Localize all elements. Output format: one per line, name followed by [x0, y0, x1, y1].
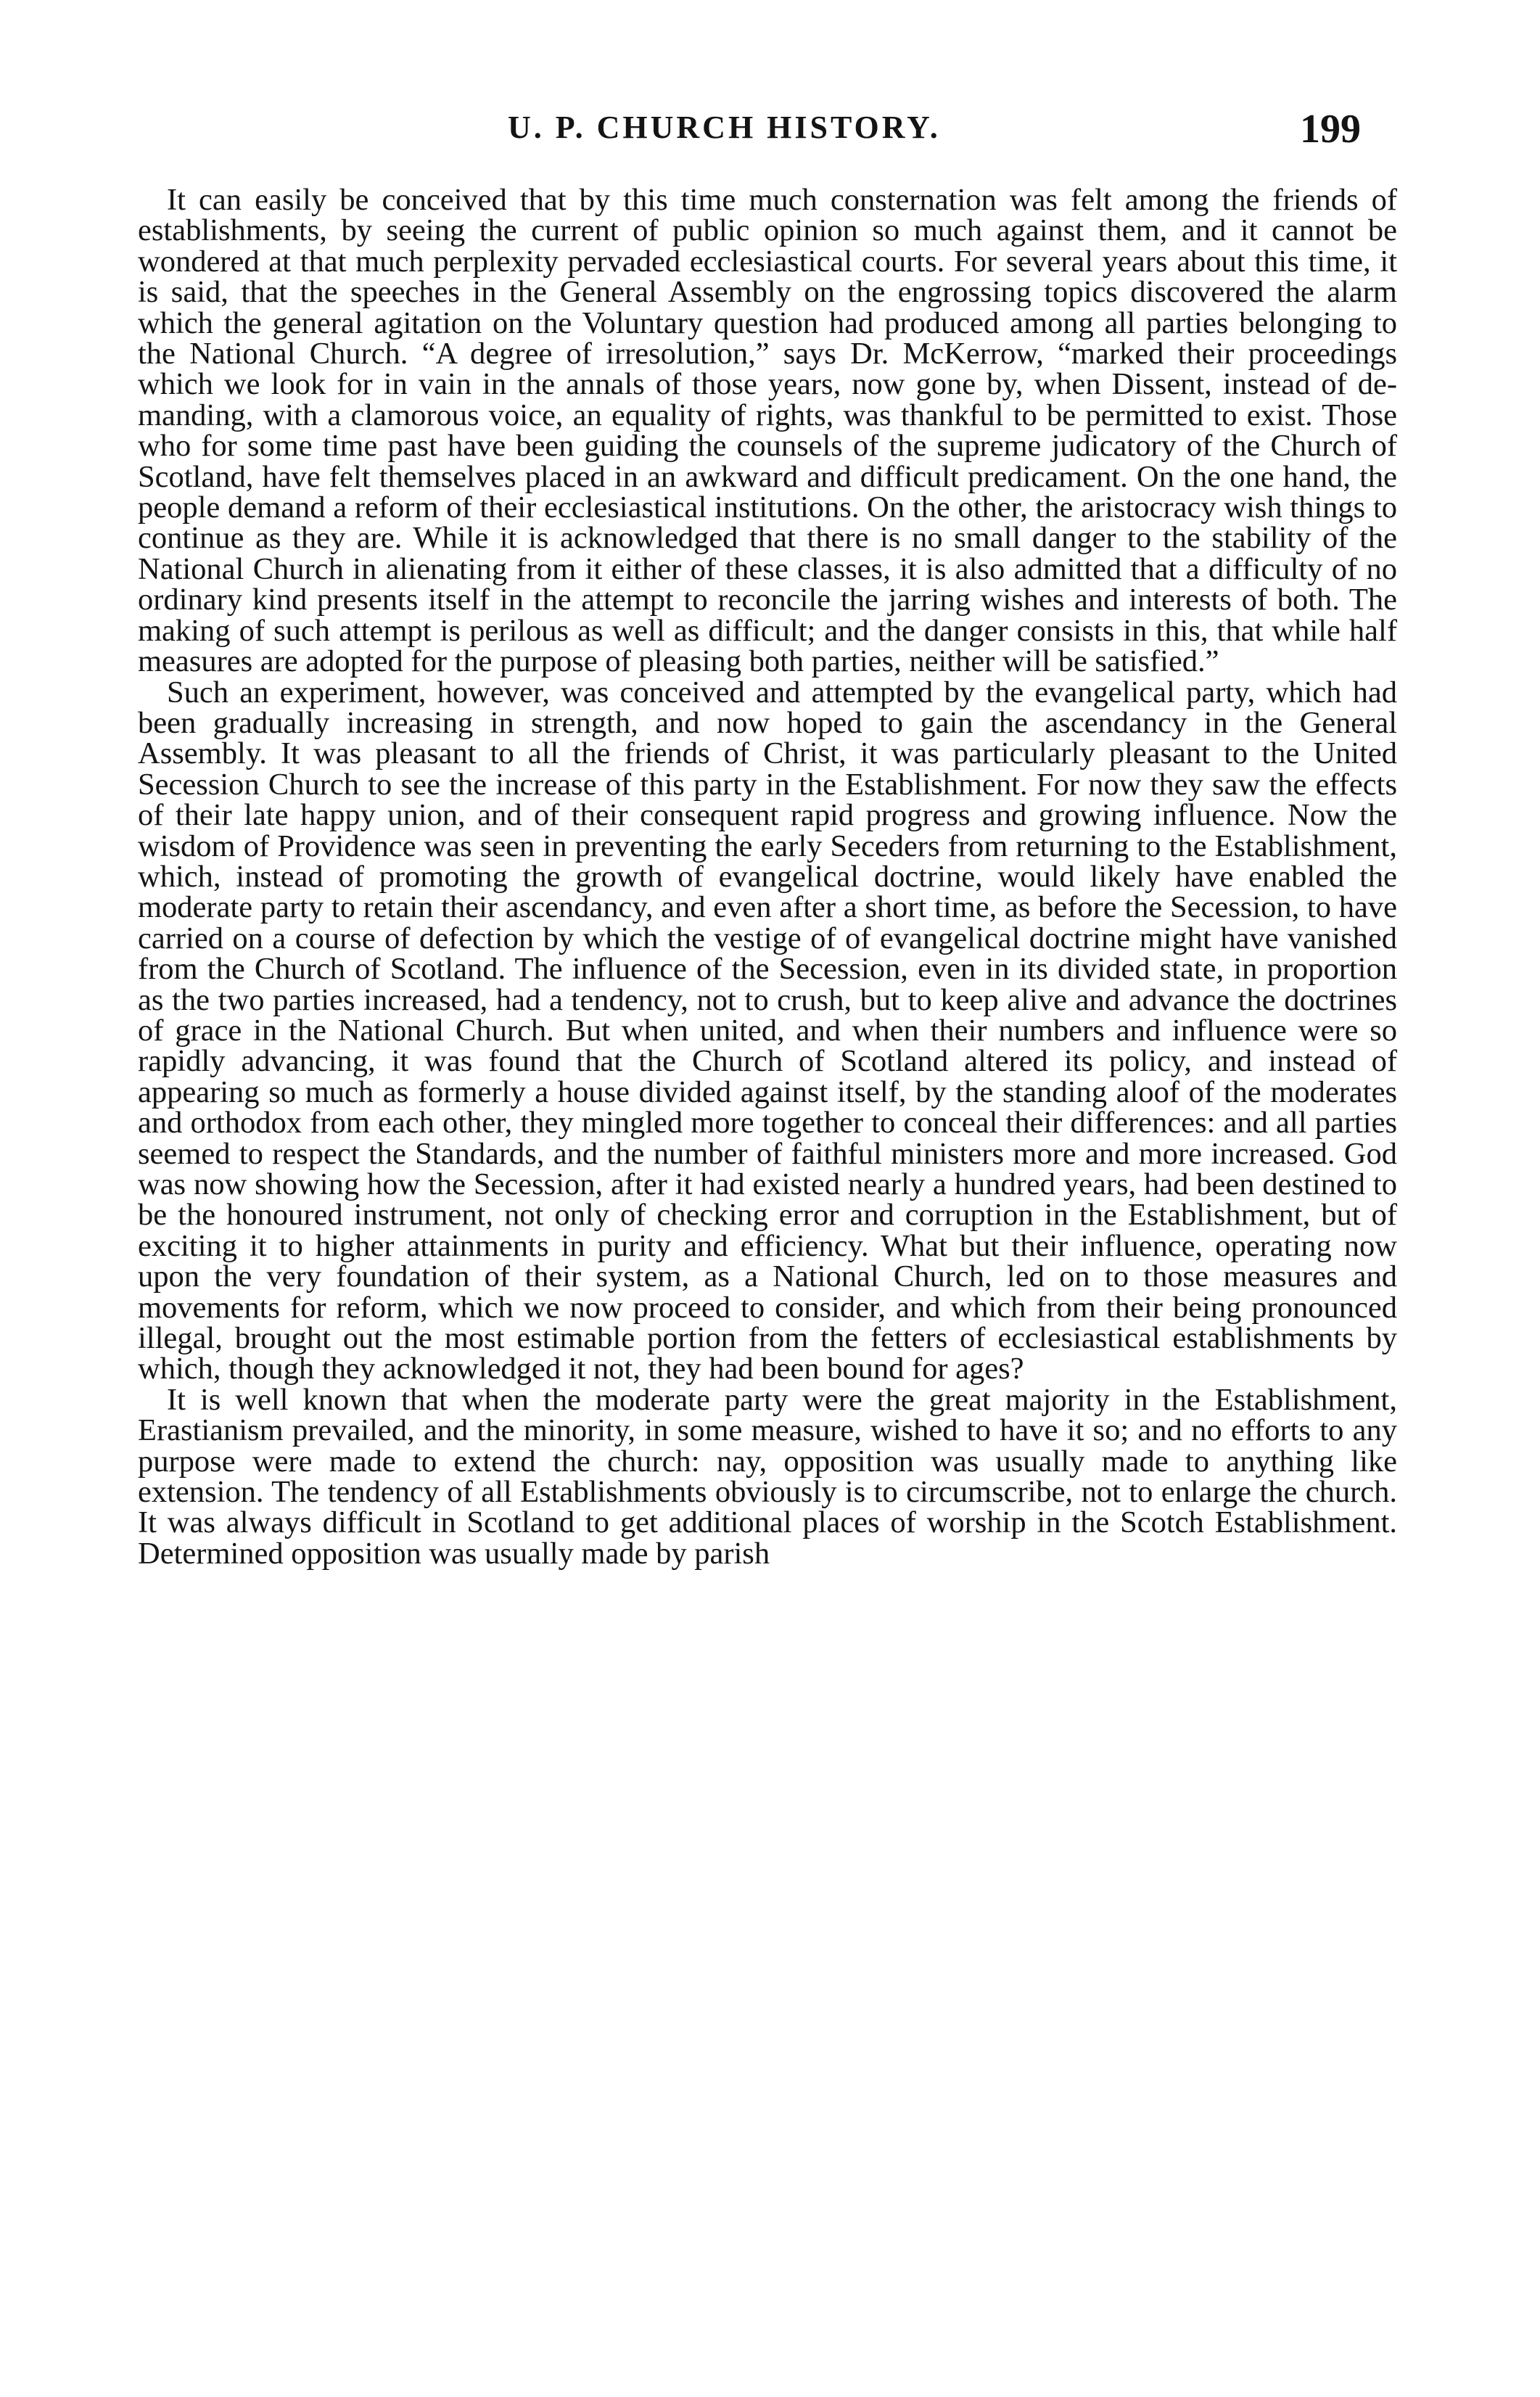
paragraph-3: It is well known that when the moderate party were the great majority in the Establishment, Erastianism prevailed, and the minority, in some measure, wished to have it so; and no efforts to any purpose were made to extend the church: nay, opposition was usually made to anything like extension. The tendency of all Establishments obviously is to circumscribe, not to enlarge the church. It was always difficult in Scotland to get additional places of worship in the Scotch Establishment. Determined opposition was usually made by parish [138, 1382, 1397, 1571]
paragraph-2: Such an experiment, however, was conceived and attempted by the evangelical party, which had been gradually increasing in strength, and now hoped to gain the ascendancy in the General Assembly. It was pleasant to all the friends of Christ, it was particularly pleasant to the United Secession Church to see the increase of this party in the Establishment. For now they saw the effects of their late happy union, and of their consequent rapid progress and growing influence. Now the wisdom of Providence was seen in preventing the early Seceders from returning to the Establishment, which, instead of promoting the growth of evangelical doctrine, would likely have enabled the moderate party to retain their ascendancy, and even after a short time, as before the Secession, to have carried on a course of defection by which the vestige of of evangelical doctrine might have vanished from the Church of Scotland. The influence of the Secession, even in its divided state, in proportion as the two parties increased, had a tendency, not to crush, but to keep alive and advance the doctrines of grace in the National Church. But when united, and when their numbers and influence were so rapidly advancing, it was found that the Church of Scotland altered its policy, and instead of appearing so much as formerly a house divided against itself, by the standing aloof of the moderates and orthodox from each other, they mingled more together to conceal their differences: and all parties seemed to respect the Standards, and the number of faithful ministers more and more increased. God was now showing how the Secession, after it had existed nearly a hundred years, had been destined to be the honoured instrument, not only of checking error and corruption in the Establishment, but of exciting it to higher attainments in purity and efficiency. What but their influence, operating now upon the very foundation of their system, as a National Church, led on to those measures and movements for reform, which we now proceed to consider, and which from their being pronounced illegal, brought out the most estimable portion from the fetters of ecclesiastical establishments by which, though they acknowledged it not, they had been bound for ages? [138, 675, 1397, 1386]
running-header [0, 109, 1540, 160]
running-title: U. P. CHURCH HISTORY. [508, 110, 941, 145]
page-number: 199 [1300, 107, 1361, 152]
body-text [138, 185, 1397, 1569]
paragraph-1: It can easily be conceived that by this time much consternation was felt among the friends of establishments, by seeing the current of public opinion so much against them, and it cannot be wondered at that much perplexity pervaded ecclesiastical courts. For several years about this time, it is said, that the speeches in the General Assembly on the engrossing topics discovered the alarm which the general agitation on the Voluntary question had produced among all parties belonging to the National Church. “A degree of irresolution,” says Dr. McKerrow, “marked their proceedings which we look for in vain in the annals of those years, now gone by, when Dissent, instead of demanding, with a clamorous voice, an equality of rights, was thankful to be permitted to exist. Those who for some time past have been guiding the counsels of the supreme judicatory of the Church of Scotland, have felt themselves placed in an awkward and difficult predicament. On the one hand, the people demand a reform of their ecclesiastical institutions. On the other, the aristocracy wish things to continue as they are. While it is acknowledged that there is no small danger to the stability of the National Church in alienating from it either of these classes, it is also admitted that a difficulty of no ordinary kind presents itself in the attempt to reconcile the jarring wishes and interests of both. The making of such attempt is perilous as well as difficult; and the danger consists in this, that while half measures are adopted for the purpose of pleasing both parties, neither will be satisfied.” [138, 183, 1397, 679]
